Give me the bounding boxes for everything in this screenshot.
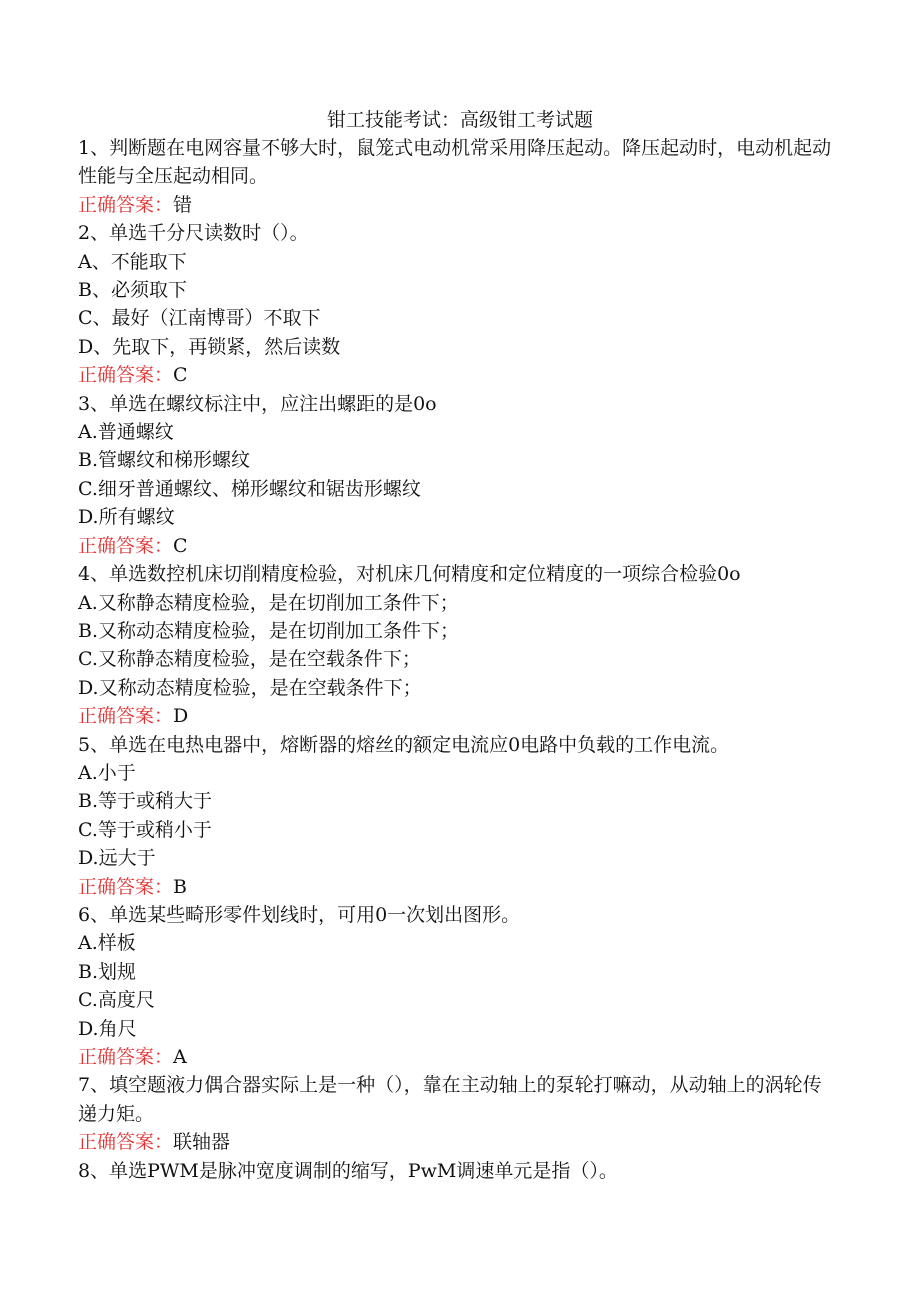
option-item: A.又称静态精度检验，是在切削加工条件下； [78,591,459,614]
question-block [78,1071,838,1156]
page-title: 钳工技能考试：高级钳工考试题 [326,109,593,131]
answer-label: 正确答案： [78,1131,174,1154]
option-item: D.远大于 [78,847,156,870]
option-item: A.小于 [78,761,136,784]
answer-value: C [173,534,188,557]
question-stem: 5、单选在电热电器中，熔断器的熔丝的额定电流应0电路中负载的工作电流。 [78,733,730,756]
option-item: C、最好（江南博哥）不取下 [78,307,321,330]
question-stem: 3、单选在螺纹标注中，应注出螺距的是0o [78,392,437,415]
answer-label: 正确答案： [78,875,174,898]
answer-line [78,873,838,901]
answer-value: B [173,875,187,898]
option-item: B.划规 [78,960,137,983]
option-item: A、不能取下 [78,250,187,273]
question-stem: 1、判断题在电网容量不够大时，鼠笼式电动机常采用降压起动。降压起动时，电动机起动性能与全压起动相同。 [78,137,832,188]
option-item: B.等于或稍大于 [78,790,213,813]
answer-value: 错 [173,193,193,216]
answer-value: A [173,1046,187,1068]
question-block [78,560,838,730]
option-item: D.所有螺纹 [78,506,175,529]
answer-label: 正确答案： [78,193,174,216]
question-block [78,134,838,219]
question-stem: 4、单选数控机床切削精度检验，对机床几何精度和定位精度的一项综合检验0o [78,563,741,586]
question-block [78,390,838,560]
answer-value: 联轴器 [173,1131,231,1154]
option-item: B、必须取下 [78,279,187,302]
option-item: C.又称静态精度检验，是在空载条件下； [78,648,421,671]
answer-line [78,702,838,730]
question-stem: 6、单选某些畸形零件划线时，可用0一次划出图形。 [78,903,521,926]
answer-value: C [173,364,188,387]
option-item: C.等于或稍小于 [78,818,212,841]
option-item: A.样板 [78,932,136,955]
answer-value: D [173,705,189,728]
question-stem: 2、单选千分尺读数时（）。 [78,222,309,245]
answer-label: 正确答案： [78,534,174,557]
answer-line [78,361,838,389]
option-item: D、先取下，再锁紧，然后读数 [78,335,341,358]
question-stem: 8、单选PWM是脉冲宽度调制的缩写，PwM调速单元是指（）。 [78,1159,618,1182]
answer-line [78,532,838,560]
option-item: B.又称动态精度检验，是在切削加工条件下； [78,619,460,642]
option-item: D.角尺 [78,1017,137,1040]
question-block [78,901,838,1071]
question-block [78,1157,838,1185]
question-stem: 7、填空题液力偶合器实际上是一种（），靠在主动轴上的泵轮打嘛动，从动轴上的涡轮传递力矩。 [78,1074,822,1125]
answer-label: 正确答案： [78,705,174,728]
question-list [78,134,838,1185]
answer-label: 正确答案： [78,1046,174,1068]
option-item: B.管螺纹和梯形螺纹 [78,449,251,472]
option-item: C.高度尺 [78,989,155,1012]
question-block [78,731,838,901]
option-item: C.细牙普通螺纹、梯形螺纹和锯齿形螺纹 [78,477,421,500]
answer-line [78,1128,838,1156]
answer-line [78,191,838,219]
answer-line [78,1043,838,1071]
answer-label: 正确答案： [78,364,174,387]
question-block [78,219,838,389]
option-item: A.普通螺纹 [78,421,174,444]
option-item: D.又称动态精度检验，是在空载条件下； [78,676,422,699]
